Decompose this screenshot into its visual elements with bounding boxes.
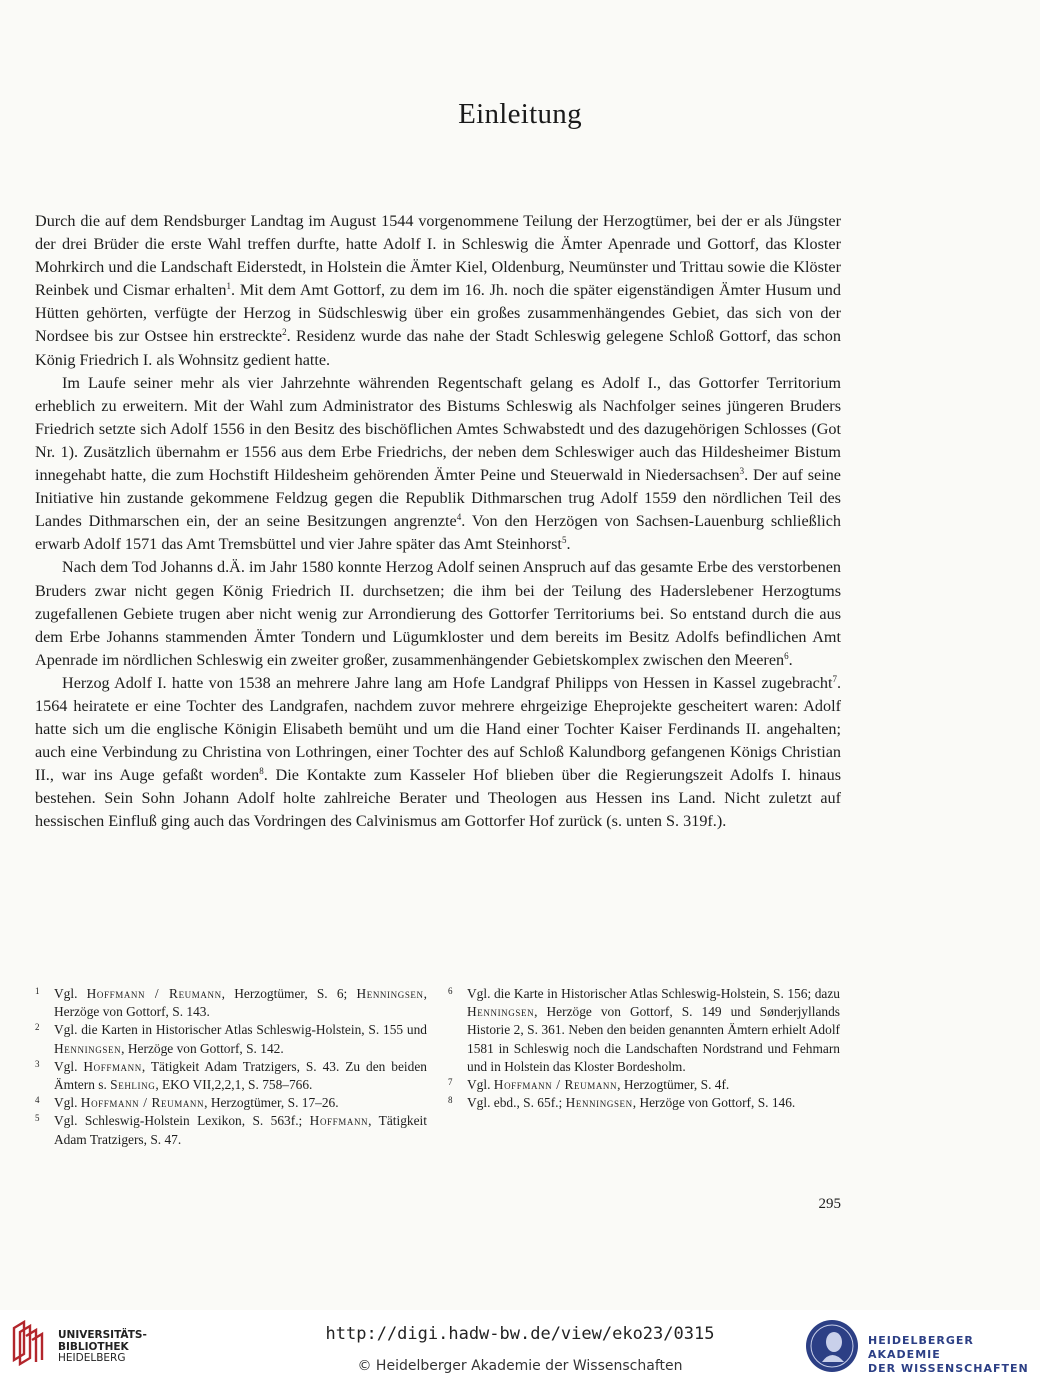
text-run: , Herzöge von Gottorf, S. 142. (121, 1040, 284, 1056)
author-name: Hoffmann (309, 1113, 369, 1129)
footnote-ref[interactable]: 1 (226, 281, 232, 292)
author-name: Henningsen (467, 1004, 535, 1020)
permalink-url[interactable]: http://digi.hadw-bw.de/view/eko23/0315 (325, 1324, 715, 1344)
text-run: , Herzöge von Gottorf, S. 143. (54, 986, 427, 1020)
footnote (448, 985, 840, 1076)
copyright-notice: © Heidelberger Akademie der Wissenschaften (357, 1358, 683, 1374)
hadw-seal-icon (804, 1318, 860, 1374)
hadw-logo-line1: HEIDELBERGER AKADEMIE (868, 1334, 974, 1361)
text-run: , EKO VII,2,2,1, S. 758–766. (155, 1077, 313, 1093)
footnote (35, 1021, 427, 1057)
text-run: Herzog Adolf I. hatte von 1538 an mehrere Jahre lang am Hofe Landgraf Philipps von Hessen in Kassel zugebracht (62, 673, 833, 692)
viewer-footer (0, 1310, 1040, 1384)
text-run: Vgl. ebd., S. 65f.; (467, 1095, 566, 1111)
footnote-number: 4 (35, 1095, 40, 1106)
footnote (35, 1112, 427, 1148)
footnote-number: 6 (448, 986, 453, 996)
text-run: , Herzöge von Gottorf, S. 146. (632, 1095, 796, 1111)
text-run: Vgl. die Karten in Historischer Atlas Schleswig-Holstein, S. 155 und (54, 1022, 427, 1038)
text-run: Im Laufe seiner mehr als vier Jahrzehnte währenden Regentschaft gelang es Adolf I., das Gottorfer Territorium erheblich zu erweitern. Mit der Wahl zum Administrator des Bistums Schleswig als Nachfolger seines jüngeren Bruders Friedrich setzte sich Adolf 1556 in den Besitz des bischöflichen Amtes Schwabstedt und des dazugehörigen Schlosses (Got Nr. 1). Zusätzlich übernahm er 1556 aus dem Erbe Friedrichs, der neben dem Schleswiger auch das Hildesheimer Bistum innegehabt hatte, die zum Hochstift Hildesheim gehörenden Ämter Peine und Steuerwald in Niedersachsen (35, 373, 841, 485)
footnote-number: 5 (35, 1113, 40, 1124)
text-run: Vgl. (467, 1077, 494, 1093)
footnote-ref[interactable]: 7 (832, 673, 837, 684)
footnote-number: 2 (35, 1022, 40, 1033)
footnote (35, 985, 427, 1021)
hadw-logo-text (868, 1334, 1032, 1376)
footnote-ref[interactable]: 2 (282, 327, 287, 338)
text-run: Nach dem Tod Johanns d.Ä. im Jahr 1580 konnte Herzog Adolf seinen Anspruch auf das gesamte Erbe des verstorbenen Bruders zwar nicht gegen König Friedrich II. durchsetzen; die ihm bei der Teilung des Haderslebener Herzogtums zugefallenen Gebiete trugen aber nicht wenig zur Arrondierung des Gottorfer Territoriums bei. So entstand durch die aus dem Erbe Johanns stammenden Ämter Tondern und Lügumkloster und dem bereits im Besitz Adolfs befindlichen Amt Apenrade im nördlichen Schleswig ein zweiter großer, zusammenhängender Gebietskomplex zwischen den Meeren (35, 558, 841, 669)
body-paragraph (35, 210, 841, 372)
text-run: . (566, 535, 571, 554)
footnotes-left-column (35, 985, 427, 1149)
text-run: Vgl. (54, 1095, 81, 1111)
text-run: Vgl. die Karte in Historischer Atlas Schleswig-Holstein, S. 156; dazu (467, 986, 840, 1001)
body-text (35, 210, 841, 834)
footnote-number: 1 (35, 986, 40, 996)
author-name: Hoffmann (83, 1058, 142, 1074)
chapter-title: Einleitung (458, 98, 582, 130)
text-run: Durch die auf dem Rendsburger Landtag im August 1544 vorgenommene Teilung der Herzogtümer, bei der er als Jüngster der drei Brüder die erste Wahl treffen durfte, hatte Adolf I. in Schleswig die Ämter Apenrade und Gottorf, das Kloster Mohrkirch und die Landschaft Eiderstedt, in Holstein die Ämter Kiel, Oldenburg, Neumünster und Trittau sowie die Klöster Reinbek und Cismar erhalten (35, 212, 841, 300)
author-name: Hoffmann / Reumann (86, 986, 222, 1001)
footnote-ref[interactable]: 6 (784, 650, 789, 661)
footnote (35, 1094, 427, 1112)
text-run: , Herzogtümer, S. 4f. (617, 1077, 730, 1093)
author-name: Hoffmann / Reumann (80, 1095, 205, 1111)
text-run: . Von den Herzögen von Sachsen-Lauenburg schließlich erwarb Adolf 1571 das Amt Tremsbüttel und vier Jahre später das Amt Steinhorst (35, 512, 842, 554)
ub-logo-line3: HEIDELBERG (58, 1352, 126, 1364)
page-number: 295 (818, 1196, 841, 1212)
footnote-ref[interactable]: 8 (259, 766, 264, 777)
author-name: Hoffmann / Reumann (493, 1077, 618, 1093)
body-paragraph (35, 372, 841, 557)
text-run: , Herzogtümer, S. 17–26. (204, 1095, 339, 1111)
text-run: , Tätigkeit Adam Tratzigers, S. 47. (54, 1113, 427, 1147)
ub-logo-line2: BIBLIOTHEK (58, 1340, 129, 1353)
text-run: . Residenz wurde das nahe der Stadt Schleswig gelegene Schloß Gottorf, das schon König Friedrich I. als Wohnsitz gedient hatte. (35, 327, 841, 369)
body-paragraph (35, 556, 841, 671)
show-through-header (0, 48, 1040, 64)
footnote-number: 3 (35, 1058, 40, 1069)
text-run: Vgl. (54, 1058, 84, 1074)
hadw-logo-line2: DER WISSENSCHAFTEN (868, 1362, 1029, 1375)
footnote (448, 1076, 840, 1094)
author-name: Sehling (110, 1077, 156, 1093)
footnotes-right-column (448, 985, 840, 1112)
body-paragraph (35, 672, 841, 834)
footnote (35, 1058, 427, 1094)
text-run: . (788, 650, 793, 669)
footnote-ref[interactable]: 5 (561, 535, 567, 546)
author-name: Henningsen (356, 986, 424, 1001)
text-run: , Herzogtümer, S. 6; (221, 986, 357, 1001)
text-run: Vgl. Schleswig-Holstein Lexikon, S. 563f.; (54, 1113, 310, 1129)
footnote (448, 1094, 840, 1112)
text-run: . Mit dem Amt Gottorf, zu dem im 16. Jh. noch die später eigenständigen Ämter Husum und Hütten gehörten, verfügte der Herzog in Südschleswig über ein großes zusammenhängendes Gebiet, das sich von der Nordsee bis zur Ostsee hin erstreckte (35, 281, 841, 346)
text-run: , Tätigkeit Adam Tratzigers, S. 43. Zu den beiden Ämtern s. (54, 1058, 427, 1093)
hadw-logo[interactable] (804, 1318, 1032, 1374)
text-run: Vgl. (54, 986, 87, 1001)
author-name: Henningsen (565, 1095, 633, 1111)
ub-logo-line1: UNIVERSITÄTS- (58, 1329, 147, 1341)
footnote-ref[interactable]: 4 (456, 512, 462, 523)
text-run: , Herzöge von Gottorf, S. 149 und Sønderjyllands Historie 2, S. 361. Neben den beiden genannten Ämtern erhielt Adolf 1581 in Schleswig noch die Landschaften Nordstrand und Fehmarn und in Holstein das Kloster Bordesholm. (467, 1004, 840, 1074)
text-run: . Der auf seine Initiative hin zustande gekommene Feldzug gegen die Republik Dithmarschen trug Adolf 1559 den nördlichen Teil des Landes Dithmarschen ein, der an seine Besitzungen angrenzte (35, 466, 841, 531)
author-name: Henningsen (54, 1040, 122, 1056)
text-run: . Die Kontakte zum Kasseler Hof blieben über die Regierungszeit Adolfs I. hinaus bestehen. Sein Sohn Johann Adolf holte zahlreiche Berater und Theologen aus Hessen ins Land. Nicht zuletzt auf hessischen Einfluß ging auch das Vordringen des Calvinismus am Gottorfer Hof zurück (s. unten S. 319f.). (35, 766, 841, 831)
text-run: . 1564 heiratete er eine Tochter des Landgrafen, nachdem zuvor mehrere ehrgeizige Eheprojekte gescheitert waren: Adolf hatte sich um die englische Königin Elisabeth bemüht und um die Hand einer Tochter Kaiser Ferdinands II. angehalten; auch eine Verbindung zu Christina von Lothringen, einer Tochter des auf Schloß Kalundborg gefangenen Königs Christian II., war ins Auge gefaßt worden (35, 673, 841, 785)
footnote-ref[interactable]: 3 (739, 466, 745, 477)
footnote-number: 8 (448, 1095, 453, 1106)
footnote-number: 7 (448, 1077, 453, 1088)
